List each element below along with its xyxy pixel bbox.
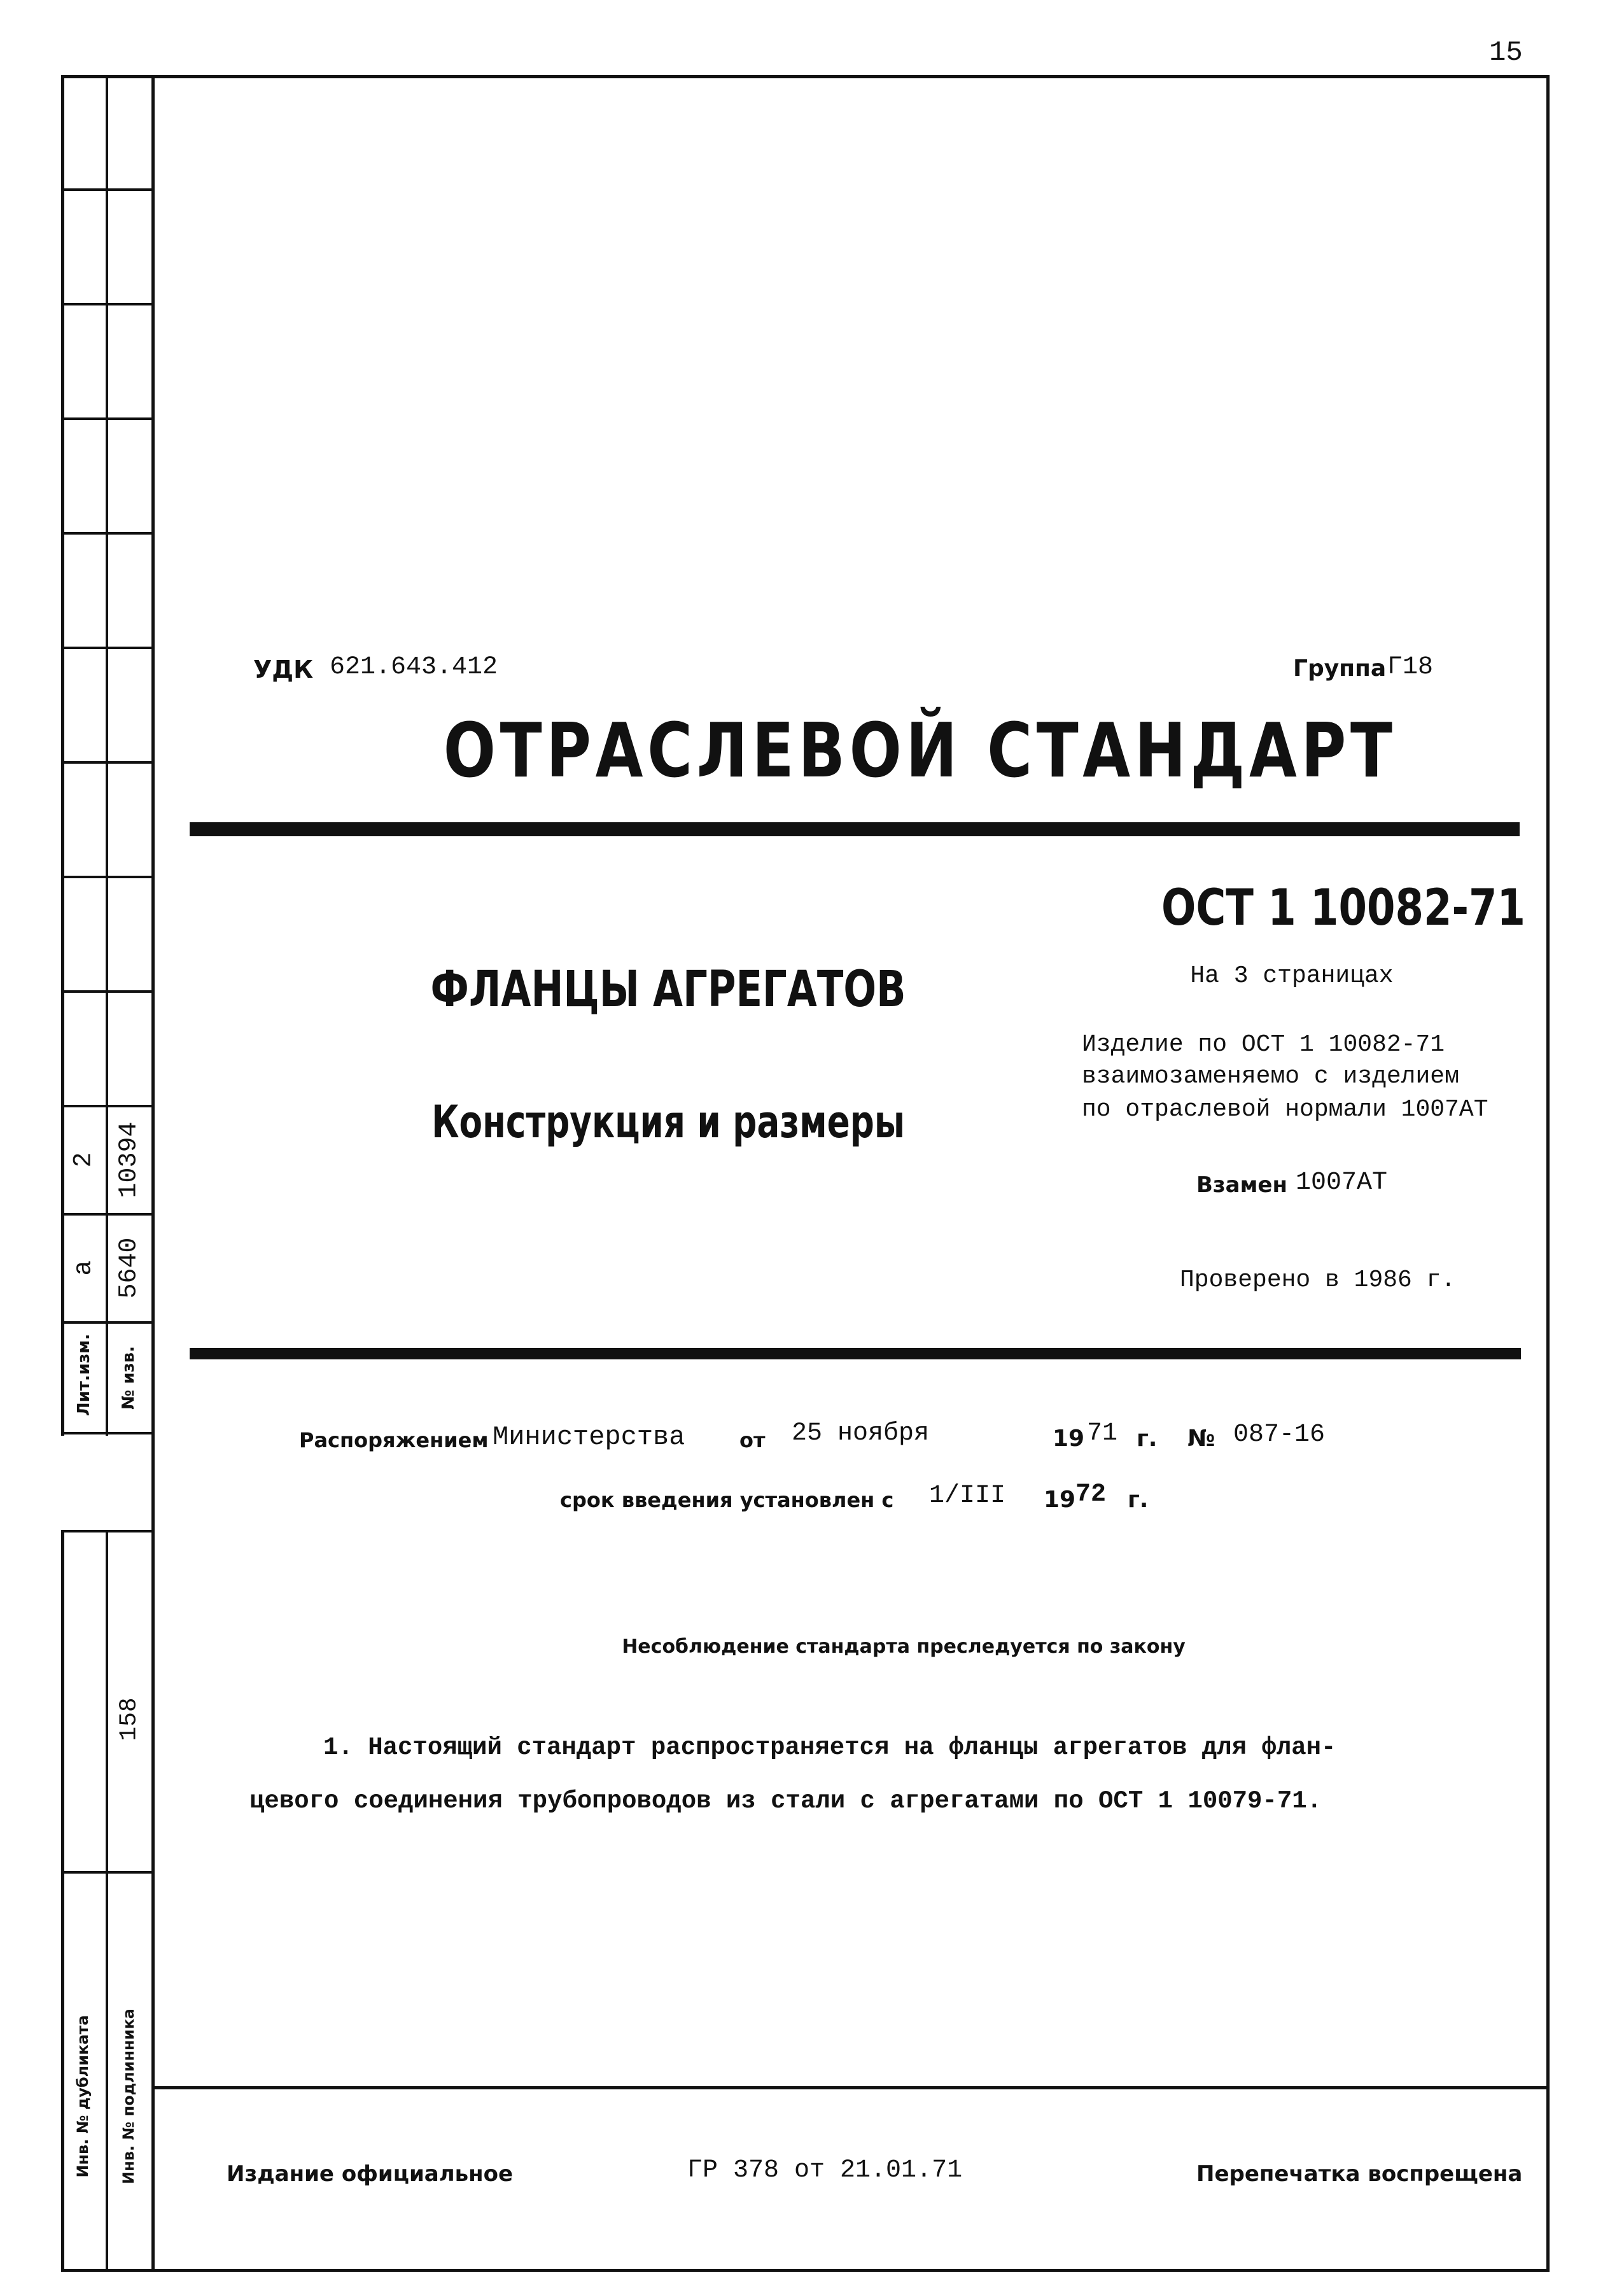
strip-lit-value-2: 2 [69,1152,99,1168]
interchange-line-2: взаимозаменяемо с изделием [1082,1063,1459,1090]
strip-rule [61,761,151,764]
footer-rule [151,2086,1550,2089]
udc-label: УДК [253,656,314,684]
strip-rule [61,1530,151,1532]
strip-rule [61,647,151,649]
legal-warning: Несоблюдение стандарта преследуется по закону [622,1636,1186,1658]
strip-gap-cover [59,1436,109,1531]
udc-value: 621.643.412 [330,653,498,682]
subject-subtitle: Конструкция и размеры [431,1096,905,1148]
section-rule [190,1348,1521,1359]
strip-orig-value: 158 [115,1697,143,1741]
strip-lit-label: Лит.изм. [74,1333,94,1416]
effective-date: 1/III [929,1482,1006,1510]
document-title: ОТРАСЛЕВОЙ СТАНДАРТ [443,706,1397,794]
replaces-value: 1007АТ [1296,1168,1388,1197]
strip-rule [61,303,151,305]
order-year-suffix: 71 [1087,1419,1118,1448]
order-number: 087-16 [1233,1420,1326,1449]
order-year-prefix: 19 [1053,1426,1085,1452]
strip-rule [61,1321,151,1324]
footer-registration: ГР 378 от 21.01.71 [687,2156,963,2185]
page-count: На 3 страницах [1190,962,1394,990]
interchange-line-3: по отраслевой нормали 1007АТ [1082,1096,1488,1123]
strip-rule [61,417,151,420]
paragraph-line-1: 1. Настоящий стандарт распространяется на фланцы агрегатов для флан- [323,1734,1336,1762]
group-label: Группа [1293,656,1387,682]
title-rule [190,822,1520,836]
strip-no-value-1: 5640 [115,1237,144,1299]
order-date: 25 ноября [792,1419,930,1448]
page-number: 15 [1489,37,1523,69]
strip-rule [61,1432,151,1434]
strip-rule [61,188,151,191]
order-label: Распоряжением [299,1428,489,1452]
strip-no-label: № изв. [119,1346,138,1410]
subject-title: ФЛАНЦЫ АГРЕГАТОВ [430,961,906,1018]
effective-year-prefix: 19 [1044,1487,1076,1513]
strip-orig-label: Инв. № подлинника [120,2009,137,2184]
standard-number: ОСТ 1 10082-71 [1161,880,1526,937]
strip-lit-value-1: а [69,1260,99,1276]
strip-rule [61,990,151,993]
checked-year: Проверено в 1986 г. [1180,1266,1456,1294]
order-number-label: № [1187,1426,1215,1452]
strip-rule [61,532,151,535]
paragraph-line-2: цевого соединения трубопроводов из стали с агрегатами по ОСТ 1 10079-71. [249,1787,1322,1815]
interchange-line-1: Изделие по ОСТ 1 10082-71 [1082,1031,1445,1058]
order-year-unit: г. [1137,1426,1158,1452]
footer-reprint: Перепечатка воспрещена [1196,2161,1523,2187]
effective-label: срок введения установлен с [560,1488,894,1512]
strip-dup-label: Инв. № дубликата [74,2015,92,2178]
order-authority: Министерства [493,1422,685,1452]
strip-divider [106,75,108,2272]
footer-official: Издание официальное [227,2161,514,2187]
replaces-label: Взамен [1196,1172,1287,1198]
strip-no-value-2: 10394 [115,1121,144,1198]
group-value: Г18 [1387,653,1434,682]
strip-rule [61,1871,151,1874]
effective-year-suffix: 72 [1075,1480,1107,1509]
order-from-label: от [739,1428,766,1452]
strip-rule [61,876,151,878]
effective-year-unit: г. [1128,1487,1149,1513]
